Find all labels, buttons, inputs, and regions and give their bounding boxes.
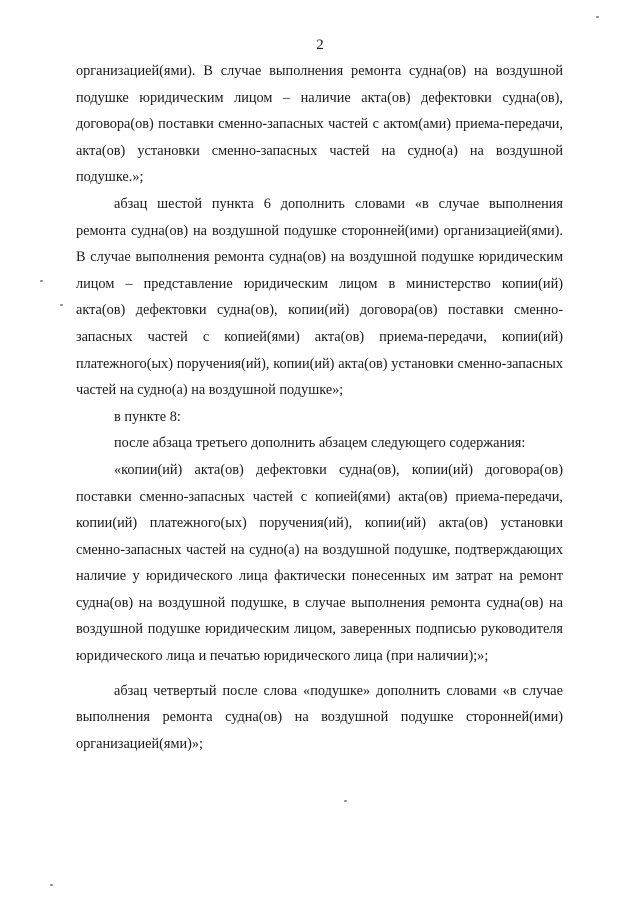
paragraph-quoted-insert: «копии(ий) акта(ов) дефектовки судна(ов), копии(ий) договора(ов) поставки сменно-запасных частей с копией(ями) акта(ов) приема-передачи, копии(ий) платежного(ых) поручения(ий), копии(ий) акта(ов) установки сменно-запасных частей на судно(а) на воздушной подушке, подтверждающих наличие у юридического лица фактически понесенных им затрат на ремонт судна(ов) на воздушной подушке, в случае выполнения ремонта судна(ов) на воздушной подушке юридическим лицом, заверенных подписью руководителя юридического лица и печатью юридического лица (при наличии);»; — [76, 461, 563, 665]
paragraph-add-after-third: после абзаца третьего дополнить абзацем следующего содержания: — [114, 435, 526, 452]
scan-speck — [596, 16, 599, 18]
scan-speck — [40, 280, 43, 282]
scan-speck — [50, 884, 53, 886]
paragraph-continuation: организацией(ями). В случае выполнения ремонта судна(ов) на воздушной подушке юридическим лицом – наличие акта(ов) дефектовки судна(ов), договора(ов) поставки сменно-запасных частей с актом(ами) приема-передачи, акта(ов) установки сменно-запасных частей на судно(а) на воздушной подушке.»; — [76, 63, 563, 186]
paragraph-point-8-heading: в пункте 8: — [114, 408, 181, 425]
paragraph-amend-point-6: абзац шестой пункта 6 дополнить словами «в случае выполнения ремонта судна(ов) на воздушной подушке сторонней(ими) организацией(ями). В случае выполнения ремонта судна(ов) на воздушной подушке юридическим лицом – представление юридическим лицом в министерство копии(ий) акта(ов) дефектовки судна(ов), копии(ий) договора(ов) поставки сменно-запасных частей с копией(ями) акта(ов) приема-передачи, копии(ий) платежного(ых) поручения(ий), копии(ий) акта(ов) установки сменно-запасных частей на судно(а) на воздушной подушке»; — [76, 195, 563, 399]
document-body — [76, 58, 563, 757]
page-number: 2 — [316, 37, 324, 53]
scan-speck — [60, 304, 63, 306]
scan-speck — [344, 800, 347, 802]
paragraph-amend-fourth: абзац четвертый после слова «подушке» дополнить словами «в случае выполнения ремонта судна(ов) на воздушной подушке сторонней(ими) организацией(ями)»; — [76, 682, 563, 752]
